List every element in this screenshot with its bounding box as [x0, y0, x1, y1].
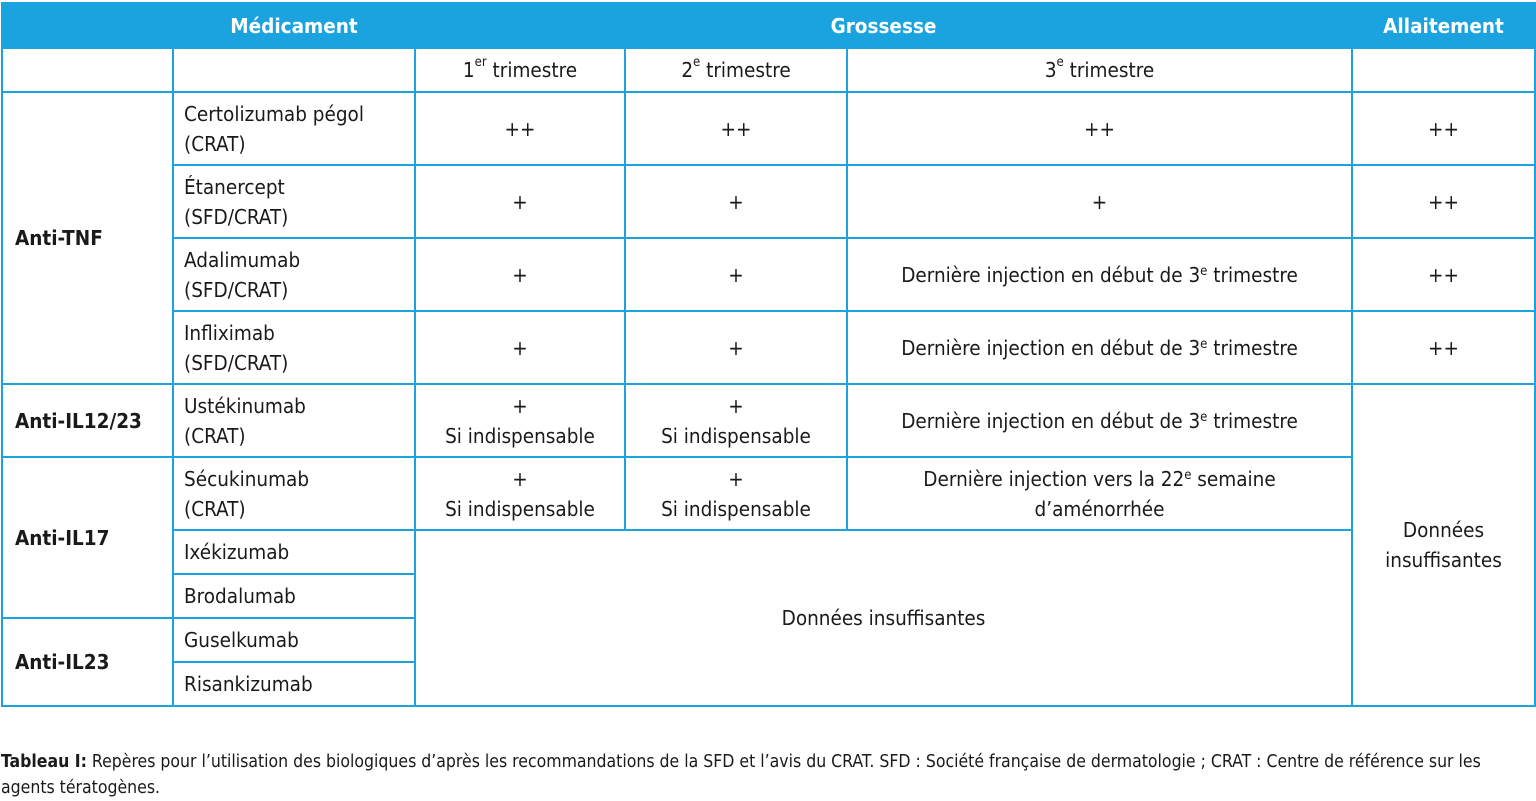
- cell-t2: ++: [625, 92, 847, 165]
- subheader-row: [2, 48, 1535, 92]
- table-row-ustekinumab: [2, 384, 1535, 457]
- subheader-t1: 1er trimestre: [415, 48, 625, 92]
- drug-ixekizumab: Ixékizumab: [173, 530, 415, 574]
- drug-infliximab: Infliximab (SFD/CRAT): [173, 311, 415, 384]
- header-row: [2, 3, 1535, 48]
- cell-t2: + Si indispensable: [625, 384, 847, 457]
- drug-secukinumab: Sécukinumab (CRAT): [173, 457, 415, 530]
- drug-brodalumab: Brodalumab: [173, 574, 415, 618]
- header-medicament: Médicament: [173, 3, 415, 48]
- cell-t2: +: [625, 238, 847, 311]
- cell-t1: + Si indispensable: [415, 457, 625, 530]
- cell-allaitement: ++: [1352, 92, 1535, 165]
- cell-t3: Dernière injection en début de 3e trimestre: [847, 311, 1352, 384]
- group-anti-il12-23: Anti-IL12/23: [2, 384, 173, 457]
- cell-grossesse-donnees-insuffisantes: Données insuffisantes: [415, 530, 1352, 706]
- cell-t1: +: [415, 238, 625, 311]
- cell-t2: +: [625, 311, 847, 384]
- cell-t1: +: [415, 311, 625, 384]
- drug-ustekinumab: Ustékinumab (CRAT): [173, 384, 415, 457]
- table-row-secukinumab: [2, 457, 1535, 530]
- table-row-ixekizumab: [2, 530, 1535, 574]
- subheader-empty-1: [2, 48, 173, 92]
- cell-t3: Dernière injection vers la 22e semaine d’aménorrhée: [847, 457, 1352, 530]
- subheader-t3: 3e trimestre: [847, 48, 1352, 92]
- drug-etanercept: Étanercept (SFD/CRAT): [173, 165, 415, 238]
- cell-allaitement: ++: [1352, 311, 1535, 384]
- cell-t3: ++: [847, 92, 1352, 165]
- table-row-infliximab: [2, 311, 1535, 384]
- group-anti-tnf: Anti-TNF: [2, 92, 173, 384]
- drug-adalimumab: Adalimumab (SFD/CRAT): [173, 238, 415, 311]
- cell-allaitement-donnees-insuffisantes: Données insuffisantes: [1352, 384, 1535, 706]
- drug-certolizumab: Certolizumab pégol (CRAT): [173, 92, 415, 165]
- caption-text: Repères pour l’utilisation des biologiques d’après les recommandations de la SFD et l’avis du CRAT. SFD : Société française de dermatologie ; CRAT : Centre de référence sur les agents tératogènes.: [1, 752, 1481, 798]
- group-anti-il23: Anti-IL23: [2, 618, 173, 706]
- table-caption: [1, 749, 1534, 801]
- subheader-empty-3: [1352, 48, 1535, 92]
- header-allaitement: Allaitement: [1352, 3, 1535, 48]
- cell-t1: +: [415, 165, 625, 238]
- table-row-certolizumab: [2, 92, 1535, 165]
- group-anti-il17: Anti-IL17: [2, 457, 173, 618]
- table-row-etanercept: [2, 165, 1535, 238]
- cell-t2: +: [625, 165, 847, 238]
- cell-t3: +: [847, 165, 1352, 238]
- cell-t3: Dernière injection en début de 3e trimestre: [847, 238, 1352, 311]
- cell-t2: + Si indispensable: [625, 457, 847, 530]
- caption-label: Tableau I:: [1, 752, 87, 772]
- cell-t1: ++: [415, 92, 625, 165]
- cell-allaitement: ++: [1352, 238, 1535, 311]
- cell-t3: Dernière injection en début de 3e trimestre: [847, 384, 1352, 457]
- biologics-table: [1, 2, 1536, 707]
- header-grossesse: Grossesse: [415, 3, 1352, 48]
- drug-risankizumab: Risankizumab: [173, 662, 415, 706]
- table-row-adalimumab: [2, 238, 1535, 311]
- header-empty: [2, 3, 173, 48]
- cell-allaitement: ++: [1352, 165, 1535, 238]
- cell-t1: + Si indispensable: [415, 384, 625, 457]
- subheader-t2: 2e trimestre: [625, 48, 847, 92]
- drug-guselkumab: Guselkumab: [173, 618, 415, 662]
- subheader-empty-2: [173, 48, 415, 92]
